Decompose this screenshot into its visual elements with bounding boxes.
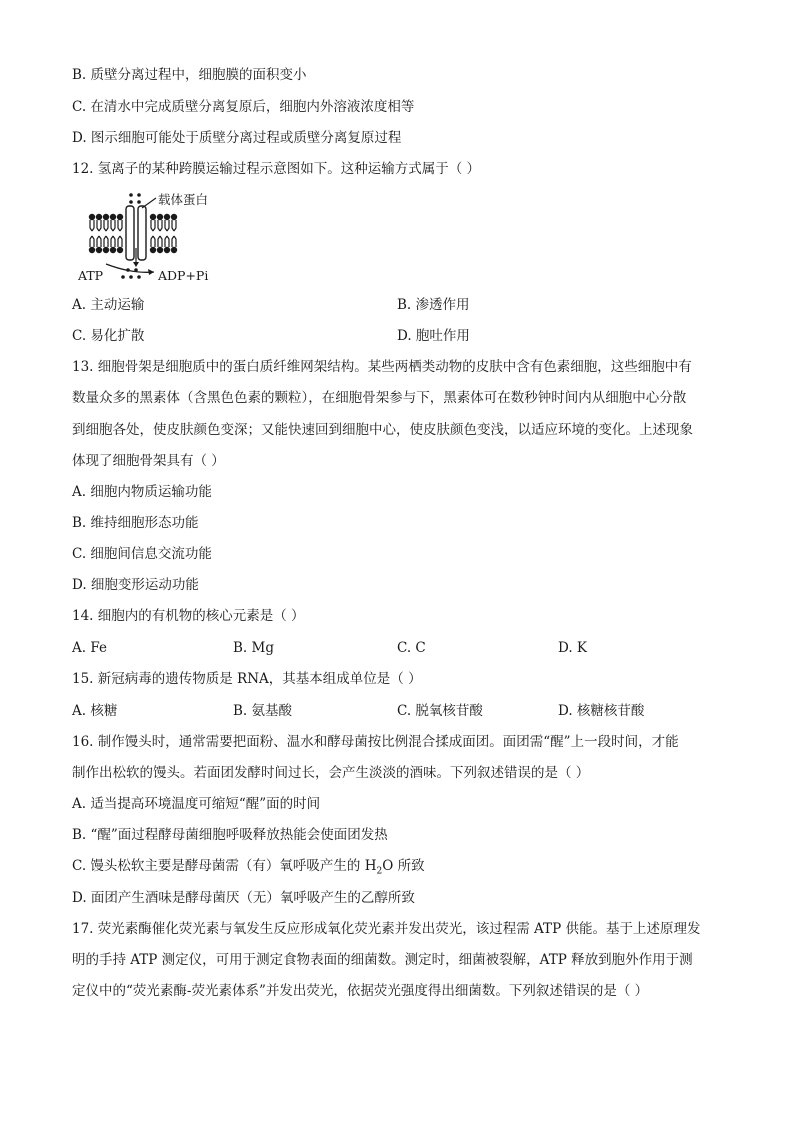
q17-stem-line-1: 17. 荧光素酶催化荧光素与氧发生反应形成氧化荧光素并发出荧光，该过程需 ATP 供能。基于上述原理发 — [72, 921, 701, 937]
q13-stem-line-3: 到细胞各处，使皮肤颜色变深；又能快速回到细胞中心，使皮肤颜色变浅，以适应环境的变化。上述现象 — [72, 422, 693, 438]
membrane-transport-figure — [72, 188, 232, 288]
q13-option-a: A. 细胞内物质运输功能 — [72, 484, 212, 500]
q16-option-c-text-end: O 所致 — [382, 858, 425, 874]
q12-option-d: D. 胞吐作用 — [397, 328, 470, 344]
q13-stem-line-4: 体现了细胞骨架具有（ ） — [72, 453, 225, 469]
q16-stem-line-2: 制作出松软的馒头。若面团发酵时间过长，会产生淡淡的酒味。下列叙述错误的是（ ） — [72, 765, 590, 781]
q16-option-c — [72, 857, 425, 881]
q13-stem-line-2: 数量众多的黑素体（含黑色色素的颗粒），在细胞骨架参与下，黑素体可在数秒钟时间内从细胞中心分散 — [72, 390, 687, 406]
q15-option-a: A. 核糖 — [72, 703, 118, 719]
q15-stem: 15. 新冠病毒的遗传物质是 RNA，其基本组成单位是（ ） — [72, 671, 422, 687]
q13-option-b: B. 维持细胞形态功能 — [72, 515, 199, 531]
q11-option-b: B. 质壁分离过程中，细胞膜的面积变小 — [72, 67, 307, 83]
q12-option-c: C. 易化扩散 — [72, 328, 145, 344]
q14-option-c: C. C — [397, 640, 426, 656]
q16-option-b: B. “醒”面过程酵母菌细胞呼吸释放热能会使面团发热 — [72, 827, 388, 843]
q16-option-c-subscript: 2 — [376, 866, 383, 877]
q12-option-b: B. 渗透作用 — [397, 297, 470, 313]
q15-option-c: C. 脱氧核苷酸 — [397, 703, 483, 719]
q14-option-b: B. Mg — [233, 640, 274, 656]
carrier-protein-label: 载体蛋白 — [158, 192, 209, 207]
adp-pi-label: ADP+Pi — [158, 268, 209, 283]
q11-option-c: C. 在清水中完成质壁分离复原后，细胞内外溶液浓度相等 — [72, 99, 415, 115]
q11-option-d: D. 图示细胞可能处于质壁分离过程或质壁分离复原过程 — [72, 130, 402, 146]
q17-stem-line-2: 明的手持 ATP 测定仪，可用于测定食物表面的细菌数。测定时，细菌被裂解，ATP 释放到胞外作用于测 — [72, 952, 693, 968]
q13-stem-line-1: 13. 细胞骨架是细胞质中的蛋白质纤维网架结构。某些两栖类动物的皮肤中含有色素细胞，这些细胞中有 — [72, 359, 692, 375]
q12-stem: 12. 氢离子的某种跨膜运输过程示意图如下。这种运输方式属于（ ） — [72, 161, 481, 177]
q15-option-b: B. 氨基酸 — [233, 703, 293, 719]
q14-option-a: A. Fe — [72, 640, 107, 656]
q16-stem-line-1: 16. 制作馒头时，通常需要把面粉、温水和酵母菌按比例混合揉成面团。面团需“醒”上一段时间，才能 — [72, 734, 679, 750]
q15-option-d: D. 核糖核苷酸 — [558, 703, 645, 719]
q16-option-d: D. 面团产生酒味是酵母菌厌（无）氧呼吸产生的乙醇所致 — [72, 890, 415, 906]
q12-option-a: A. 主动运输 — [72, 297, 145, 313]
q14-stem: 14. 细胞内的有机物的核心元素是（ ） — [72, 608, 305, 624]
q16-option-c-text: C. 馒头松软主要是酵母菌需（有）氧呼吸产生的 H — [72, 858, 377, 874]
q16-option-a: A. 适当提高环境温度可缩短“醒”面的时间 — [72, 796, 321, 812]
q14-option-d: D. K — [558, 640, 588, 656]
atp-label: ATP — [78, 268, 104, 283]
q17-stem-line-3: 定仪中的“荧光素酶-荧光素体系”并发出荧光，依据荧光强度得出细菌数。下列叙述错误的是（ ） — [72, 983, 649, 999]
q13-option-d: D. 细胞变形运动功能 — [72, 577, 199, 593]
q13-option-c: C. 细胞间信息交流功能 — [72, 546, 212, 562]
